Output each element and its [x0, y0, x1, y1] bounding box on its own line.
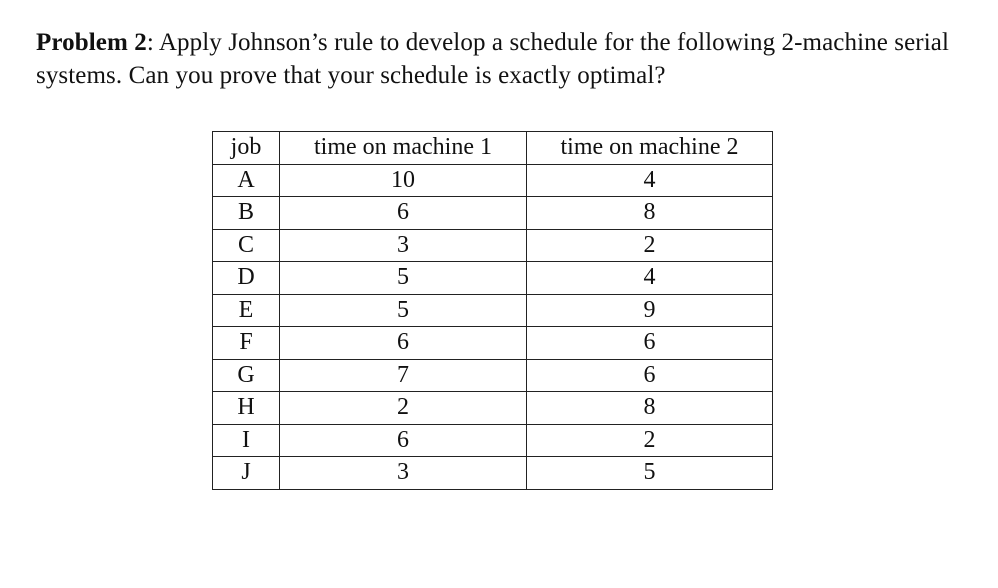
machine-2-time-cell: 9 — [527, 294, 773, 327]
problem-statement — [36, 26, 966, 92]
machine-2-time-cell: 6 — [527, 327, 773, 360]
header-job: job — [213, 132, 280, 165]
machine-2-time-cell: 4 — [527, 164, 773, 197]
problem-text: Apply Johnson’s rule to develop a schedule for the following 2-machine serial systems. Can you prove that your schedule is exactly optimal? — [36, 29, 950, 89]
job-cell: G — [213, 359, 280, 392]
machine-1-time-cell: 6 — [280, 424, 527, 457]
table-header-row — [213, 132, 773, 165]
problem-label: Problem 2 — [36, 29, 147, 56]
machine-2-time-cell: 8 — [527, 197, 773, 230]
table-row — [213, 229, 773, 262]
job-cell: C — [213, 229, 280, 262]
job-cell: D — [213, 262, 280, 295]
machine-1-time-cell: 10 — [280, 164, 527, 197]
header-machine-1: time on machine 1 — [280, 132, 527, 165]
machine-1-time-cell: 3 — [280, 229, 527, 262]
table-row — [213, 197, 773, 230]
table-row — [213, 294, 773, 327]
machine-1-time-cell: 3 — [280, 457, 527, 490]
table-row — [213, 327, 773, 360]
machine-1-time-cell: 5 — [280, 294, 527, 327]
processing-times-table — [212, 131, 773, 490]
table-row — [213, 457, 773, 490]
machine-1-time-cell: 6 — [280, 197, 527, 230]
job-cell: J — [213, 457, 280, 490]
machine-2-time-cell: 6 — [527, 359, 773, 392]
machine-2-time-cell: 4 — [527, 262, 773, 295]
job-cell: H — [213, 392, 280, 425]
job-cell: A — [213, 164, 280, 197]
processing-times-table-wrapper — [212, 131, 773, 490]
table-row — [213, 359, 773, 392]
job-cell: I — [213, 424, 280, 457]
machine-1-time-cell: 5 — [280, 262, 527, 295]
table-row — [213, 392, 773, 425]
job-cell: E — [213, 294, 280, 327]
machine-2-time-cell: 5 — [527, 457, 773, 490]
machine-2-time-cell: 2 — [527, 424, 773, 457]
job-cell: B — [213, 197, 280, 230]
machine-2-time-cell: 8 — [527, 392, 773, 425]
machine-2-time-cell: 2 — [527, 229, 773, 262]
table-row — [213, 424, 773, 457]
machine-1-time-cell: 2 — [280, 392, 527, 425]
problem-colon: : — [146, 29, 154, 56]
job-cell: F — [213, 327, 280, 360]
table-row — [213, 262, 773, 295]
header-machine-2: time on machine 2 — [527, 132, 773, 165]
machine-1-time-cell: 7 — [280, 359, 527, 392]
machine-1-time-cell: 6 — [280, 327, 527, 360]
table-row — [213, 164, 773, 197]
